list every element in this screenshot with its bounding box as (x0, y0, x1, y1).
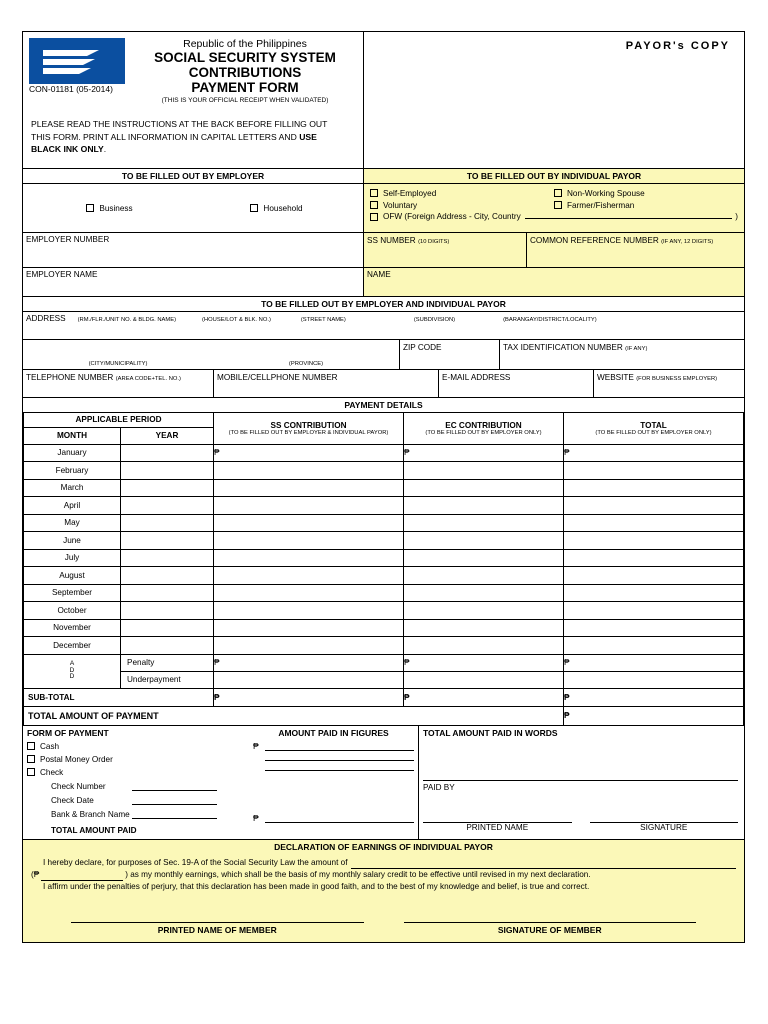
ec-input-february[interactable] (404, 462, 564, 480)
check-checkbox-icon[interactable] (27, 768, 35, 776)
penalty-ss-input[interactable]: ₱ (214, 654, 404, 671)
total-amount-of-payment-label: TOTAL AMOUNT OF PAYMENT (24, 706, 564, 725)
total-input-september[interactable] (564, 584, 744, 602)
check-number-row[interactable] (27, 782, 249, 791)
sss-contributions-payment-form (22, 31, 745, 943)
bank-branch-label: Bank & Branch Name (51, 809, 130, 819)
mobile-field[interactable] (213, 370, 438, 397)
ss-number-field[interactable] (364, 233, 526, 267)
postal-money-order-option[interactable] (27, 754, 249, 764)
common-reference-number-label: COMMON REFERENCE NUMBER (530, 235, 659, 245)
voluntary-option[interactable] (370, 200, 554, 210)
voluntary-label: Voluntary (383, 200, 418, 210)
address-row[interactable] (23, 311, 744, 339)
ec-input-august[interactable] (404, 567, 564, 585)
payment-details-table (23, 412, 744, 726)
signature-block[interactable] (590, 822, 739, 832)
website-label: WEBSITE (597, 372, 634, 382)
payor-type-line-2 (370, 200, 738, 210)
payor-numbers-group (363, 233, 744, 267)
ss-input-october[interactable] (214, 602, 404, 620)
common-reference-number-hint: (IF ANY, 12 DIGITS) (661, 238, 714, 245)
form-of-payment-left (23, 726, 253, 839)
form-code: CON-01181 (05-2014) (29, 84, 113, 94)
contact-row (23, 369, 744, 397)
household-checkbox-icon[interactable] (250, 204, 258, 212)
words-and-paidby-block (418, 726, 744, 839)
table-row (24, 549, 744, 567)
amount-paid-in-figures-block (253, 726, 418, 839)
header-right (363, 32, 744, 168)
ec-input-july[interactable] (404, 549, 564, 567)
total-note: (TO BE FILLED OUT BY EMPLOYER ONLY) (595, 429, 712, 436)
applicable-period-header: APPLICABLE PERIOD (24, 412, 214, 427)
employer-name-field[interactable] (23, 268, 363, 296)
republic-line: Republic of the Philippines (183, 38, 307, 50)
underpayment-total-input[interactable] (564, 671, 744, 688)
telephone-label: TELEPHONE NUMBER (26, 372, 114, 382)
ec-input-may[interactable] (404, 514, 564, 532)
sub-total-total-input[interactable]: ₱ (564, 688, 744, 706)
check-option[interactable] (27, 767, 249, 777)
address-label: ADDRESS (26, 313, 66, 323)
member-signature-label: SIGNATURE OF MEMBER (497, 924, 602, 935)
check-number-label: Check Number (51, 781, 106, 791)
household-label: Household (263, 203, 303, 213)
total-input-october[interactable] (564, 602, 744, 620)
instructions-line-3-end: . (103, 144, 107, 155)
non-working-spouse-checkbox-icon[interactable] (554, 189, 562, 197)
payor-section-bar: TO BE FILLED OUT BY INDIVIDUAL PAYOR (363, 169, 744, 183)
payor-name-field[interactable] (363, 268, 744, 296)
month-label-may: May (24, 514, 121, 532)
table-row (24, 584, 744, 602)
month-label-december: December (24, 637, 121, 655)
month-label-november: November (24, 619, 121, 637)
table-row (24, 619, 744, 637)
total-amount-paid-label: TOTAL AMOUNT PAID (51, 825, 137, 835)
table-row (24, 497, 744, 515)
voluntary-checkbox-icon[interactable] (370, 201, 378, 209)
total-amount-paid-figures-row[interactable] (253, 813, 414, 823)
business-label: Business (99, 203, 133, 213)
ss-input-july[interactable] (214, 549, 404, 567)
underpayment-ec-input[interactable] (404, 671, 564, 688)
classification-row (23, 183, 744, 232)
amount-figures-row-2[interactable] (253, 760, 414, 761)
ss-input-april[interactable] (214, 497, 404, 515)
total-input-june[interactable] (564, 532, 744, 550)
ss-input-june[interactable] (214, 532, 404, 550)
instructions-line-3-emphasis: BLACK INK ONLY (31, 144, 104, 155)
paid-by-label: PAID BY (423, 782, 455, 792)
total-header (564, 412, 744, 444)
amount-in-words-input[interactable] (423, 738, 738, 780)
email-label: E-MAIL ADDRESS (442, 372, 511, 382)
declaration-text-1: I hereby declare, for purposes of Sec. 19-A of the Social Security Law the amount of (43, 857, 348, 867)
member-printed-name-block[interactable] (71, 922, 364, 937)
self-employed-option[interactable] (370, 188, 554, 198)
payment-details-bar: PAYMENT DETAILS (23, 397, 744, 412)
city-field[interactable] (23, 340, 213, 369)
province-hint: (PROVINCE) (288, 360, 324, 367)
ss-input-august[interactable] (214, 567, 404, 585)
sub-total-ec-input[interactable]: ₱ (404, 688, 564, 706)
table-row (24, 602, 744, 620)
ec-input-december[interactable] (404, 637, 564, 655)
check-number-input[interactable] (132, 790, 217, 791)
ec-input-september[interactable] (404, 584, 564, 602)
ec-input-november[interactable] (404, 619, 564, 637)
numbers-row (23, 232, 744, 267)
penalty-row (24, 654, 744, 671)
ofw-close-paren: ) (735, 211, 738, 221)
total-amount-paid-in-words-title: TOTAL AMOUNT PAID IN WORDS (423, 727, 558, 738)
ss-input-november[interactable] (214, 619, 404, 637)
address-hint-2: (STREET NAME) (300, 316, 346, 323)
employer-number-field[interactable] (23, 233, 363, 267)
table-row (24, 444, 744, 462)
total-input-november[interactable] (564, 619, 744, 637)
ss-input-september[interactable] (214, 584, 404, 602)
ss-input-january[interactable]: ₱ (214, 444, 404, 462)
check-date-input[interactable] (132, 804, 217, 805)
province-field[interactable] (213, 340, 399, 369)
penalty-label: Penalty (121, 654, 214, 671)
sub-total-ss-input[interactable]: ₱ (214, 688, 404, 706)
form-title-line-2: CONTRIBUTIONS (188, 65, 302, 81)
address-hint-3: (SUBDIVISION) (413, 316, 456, 323)
bank-branch-row[interactable] (27, 810, 249, 819)
website-hint: (FOR BUSINESS EMPLOYER) (636, 375, 718, 382)
underpayment-row (24, 671, 744, 688)
both-section-bar: TO BE FILLED OUT BY EMPLOYER AND INDIVIDUAL PAYOR (23, 296, 744, 311)
form-title-line-1: SOCIAL SECURITY SYSTEM (154, 50, 336, 65)
member-signature-block[interactable] (404, 922, 697, 937)
section-bars-row (23, 168, 744, 183)
business-checkbox-icon[interactable] (86, 204, 94, 212)
total-title: TOTAL (640, 420, 667, 430)
tin-hint: (IF ANY) (625, 345, 648, 352)
ss-input-march[interactable] (214, 479, 404, 497)
mobile-label: MOBILE/CELLPHONE NUMBER (217, 372, 338, 382)
signature-label: SIGNATURE (640, 822, 688, 832)
sub-total-row (24, 688, 744, 706)
household-option[interactable] (193, 203, 360, 213)
month-label-august: August (24, 567, 121, 585)
ec-contribution-title: EC CONTRIBUTION (445, 420, 522, 430)
amount-figures-row-1[interactable] (253, 741, 414, 751)
zip-code-field[interactable] (399, 340, 499, 369)
farmer-fisherman-label: Farmer/Fisherman (567, 200, 635, 210)
total-input-may[interactable] (564, 514, 744, 532)
email-field[interactable] (438, 370, 593, 397)
amount-figures-input-1[interactable] (265, 750, 414, 751)
declaration-line-1 (31, 857, 736, 869)
self-employed-checkbox-icon[interactable] (370, 189, 378, 197)
zip-code-label: ZIP CODE (403, 342, 442, 352)
sss-logo-icon (29, 38, 125, 82)
member-printed-name-label: PRINTED NAME OF MEMBER (157, 924, 277, 935)
cash-option[interactable] (27, 741, 249, 751)
year-header: YEAR (121, 427, 214, 444)
telephone-field[interactable] (23, 370, 213, 397)
check-date-row[interactable] (27, 796, 249, 805)
payor-type-line-3 (370, 212, 738, 221)
table-row (24, 514, 744, 532)
self-employed-label: Self-Employed (383, 188, 437, 198)
ss-number-label: SS NUMBER (367, 235, 416, 245)
year-input-november[interactable] (121, 619, 214, 637)
table-row (24, 479, 744, 497)
ofw-address-input[interactable] (525, 218, 733, 219)
instructions-line-2-text: THIS FORM. PRINT ALL INFORMATION IN CAPITAL LETTERS AND (31, 131, 300, 142)
check-date-label: Check Date (51, 795, 94, 805)
telephone-hint: (AREA CODE+TEL. NO.) (115, 375, 181, 382)
ec-input-october[interactable] (404, 602, 564, 620)
underpayment-label: Underpayment (121, 671, 214, 688)
ss-input-may[interactable] (214, 514, 404, 532)
form-of-payment-title: FORM OF PAYMENT (27, 727, 109, 738)
ec-input-april[interactable] (404, 497, 564, 515)
payor-name-label: NAME (367, 269, 391, 279)
payor-type-group (363, 184, 744, 232)
total-input-december[interactable] (564, 637, 744, 655)
declaration-peso: (₱ (31, 869, 40, 879)
ec-contribution-note: (TO BE FILLED OUT BY EMPLOYER ONLY) (425, 429, 542, 436)
year-input-october[interactable] (121, 602, 214, 620)
header-left (23, 32, 363, 168)
payor-copy-label: PAYOR's COPY (625, 40, 730, 52)
year-input-march[interactable] (121, 479, 214, 497)
total-amount-paid-peso: ₱ (253, 812, 259, 823)
total-amount-of-payment-input[interactable]: ₱ (564, 706, 744, 725)
form-of-payment-section (23, 726, 744, 839)
table-row (24, 532, 744, 550)
year-input-august[interactable] (121, 567, 214, 585)
amount-paid-in-figures-title: AMOUNT PAID IN FIGURES (278, 727, 389, 738)
city-hint: (CITY/MUNICIPALITY) (88, 360, 148, 367)
non-working-spouse-label: Non-Working Spouse (567, 188, 645, 198)
total-input-february[interactable] (564, 462, 744, 480)
total-input-january[interactable]: ₱ (564, 444, 744, 462)
ofw-label: OFW (Foreign Address - City, Country (383, 211, 521, 221)
city-province-zip-tin-row (23, 339, 744, 369)
instructions-line-3 (31, 143, 361, 155)
farmer-fisherman-checkbox-icon[interactable] (554, 201, 562, 209)
year-input-april[interactable] (121, 497, 214, 515)
add-letter-a: A (69, 660, 75, 668)
amount-figures-input-2[interactable] (265, 760, 414, 761)
year-input-may[interactable] (121, 514, 214, 532)
instructions-line-2 (31, 131, 361, 143)
penalty-total-input[interactable]: ₱ (564, 654, 744, 671)
declaration-line-3: I affirm under the penalties of perjury, that this declaration has been made in good faith, and to the best of my knowledge and belief, is true and correct. (43, 882, 590, 892)
year-input-december[interactable] (121, 637, 214, 655)
instructions-line-1: PLEASE READ THE INSTRUCTIONS AT THE BACK BEFORE FILLING OUT (31, 119, 328, 130)
ofw-checkbox-icon[interactable] (370, 213, 378, 221)
add-letters-cell (24, 654, 121, 688)
year-input-september[interactable] (121, 584, 214, 602)
ss-contribution-title: SS CONTRIBUTION (270, 420, 347, 430)
declaration-signature-row (31, 922, 736, 937)
form-title-line-3: PAYMENT FORM (191, 80, 299, 96)
instructions-line-2-emphasis: USE (299, 131, 317, 142)
add-letter-d-2: D (69, 673, 75, 681)
form-header (23, 32, 744, 168)
declaration-line-2 (31, 869, 736, 881)
ec-input-march[interactable] (404, 479, 564, 497)
printed-name-label: PRINTED NAME (466, 822, 529, 832)
printed-name-block[interactable] (423, 822, 572, 832)
year-input-july[interactable] (121, 549, 214, 567)
farmer-fisherman-option[interactable] (554, 200, 738, 210)
total-input-april[interactable] (564, 497, 744, 515)
postal-money-order-checkbox-icon[interactable] (27, 755, 35, 763)
table-row (24, 637, 744, 655)
postal-money-order-label: Postal Money Order (40, 754, 113, 764)
address-hint-1: (HOUSE/LOT & BLK. NO.) (202, 316, 271, 323)
non-working-spouse-option[interactable] (554, 188, 738, 198)
address-hint-4: (BARANGAY/DISTRICT/LOCALITY) (503, 316, 597, 323)
header-titles (131, 38, 359, 104)
month-label-june: June (24, 532, 121, 550)
declaration-bar: DECLARATION OF EARNINGS OF INDIVIDUAL PAYOR (23, 839, 744, 854)
check-label: Check (40, 767, 64, 777)
common-reference-number-field[interactable] (526, 233, 744, 267)
payment-details-header-row-1 (24, 412, 744, 427)
employer-section-bar: TO BE FILLED OUT BY EMPLOYER (121, 170, 265, 181)
penalty-ec-input[interactable]: ₱ (404, 654, 564, 671)
total-input-july[interactable] (564, 549, 744, 567)
total-input-august[interactable] (564, 567, 744, 585)
address-hint-0: (RM./FLR./UNIT NO. & BLDG. NAME) (77, 316, 177, 323)
employer-name-label: EMPLOYER NAME (26, 269, 98, 279)
official-receipt-note: (THIS IS YOUR OFFICIAL RECEIPT WHEN VALIDATED) (161, 97, 329, 105)
month-label-march: March (24, 479, 121, 497)
month-label-february: February (24, 462, 121, 480)
ss-input-december[interactable] (214, 637, 404, 655)
payor-type-line-1 (370, 188, 738, 198)
business-option[interactable] (26, 203, 193, 213)
declaration-text-2: ) as my monthly earnings, which shall be the basis of my monthly salary credit to be effective until revised in my next declaration. (125, 869, 591, 879)
total-input-march[interactable] (564, 479, 744, 497)
names-row (23, 267, 744, 296)
address-labels (26, 314, 741, 323)
year-input-june[interactable] (121, 532, 214, 550)
total-amount-paid-input[interactable] (265, 822, 414, 823)
paid-by-signature-row (423, 822, 738, 832)
month-label-october: October (24, 602, 121, 620)
ss-contribution-note: (TO BE FILLED OUT BY EMPLOYER & INDIVIDUAL PAYOR) (228, 429, 389, 436)
year-input-january[interactable] (121, 444, 214, 462)
bank-branch-input[interactable] (132, 818, 217, 819)
sub-total-label: SUB-TOTAL (24, 688, 214, 706)
ec-contribution-header (404, 412, 564, 444)
table-row (24, 567, 744, 585)
amount-figures-peso-1: ₱ (253, 740, 259, 751)
ec-input-january[interactable]: ₱ (404, 444, 564, 462)
employer-type-group (23, 184, 363, 232)
employer-number-label: EMPLOYER NUMBER (26, 234, 110, 244)
ss-number-hint: (10 DIGITS) (418, 238, 450, 245)
month-header: MONTH (24, 427, 121, 444)
website-field[interactable] (593, 370, 744, 397)
ss-contribution-header (214, 412, 404, 444)
ss-input-february[interactable] (214, 462, 404, 480)
month-label-january: January (24, 444, 121, 462)
paid-by-divider (423, 780, 738, 781)
underpayment-ss-input[interactable] (214, 671, 404, 688)
declaration-body (23, 854, 744, 943)
cash-checkbox-icon[interactable] (27, 742, 35, 750)
amount-figures-row-3[interactable] (253, 770, 414, 771)
common-ref-label-wrap (530, 235, 741, 245)
month-label-september: September (24, 584, 121, 602)
cash-label: Cash (40, 741, 60, 751)
ec-input-june[interactable] (404, 532, 564, 550)
instructions-block (27, 104, 367, 163)
amount-figures-input-3[interactable] (265, 770, 414, 771)
add-letter-d-1: D (69, 666, 75, 674)
year-input-february[interactable] (121, 462, 214, 480)
total-amount-of-payment-row (24, 706, 744, 725)
total-amount-paid-row (27, 825, 249, 835)
ss-number-label-wrap (367, 235, 523, 245)
table-row (24, 462, 744, 480)
month-label-july: July (24, 549, 121, 567)
tin-field[interactable] (499, 340, 744, 369)
month-label-april: April (24, 497, 121, 515)
tin-label: TAX IDENTIFICATION NUMBER (503, 342, 623, 352)
